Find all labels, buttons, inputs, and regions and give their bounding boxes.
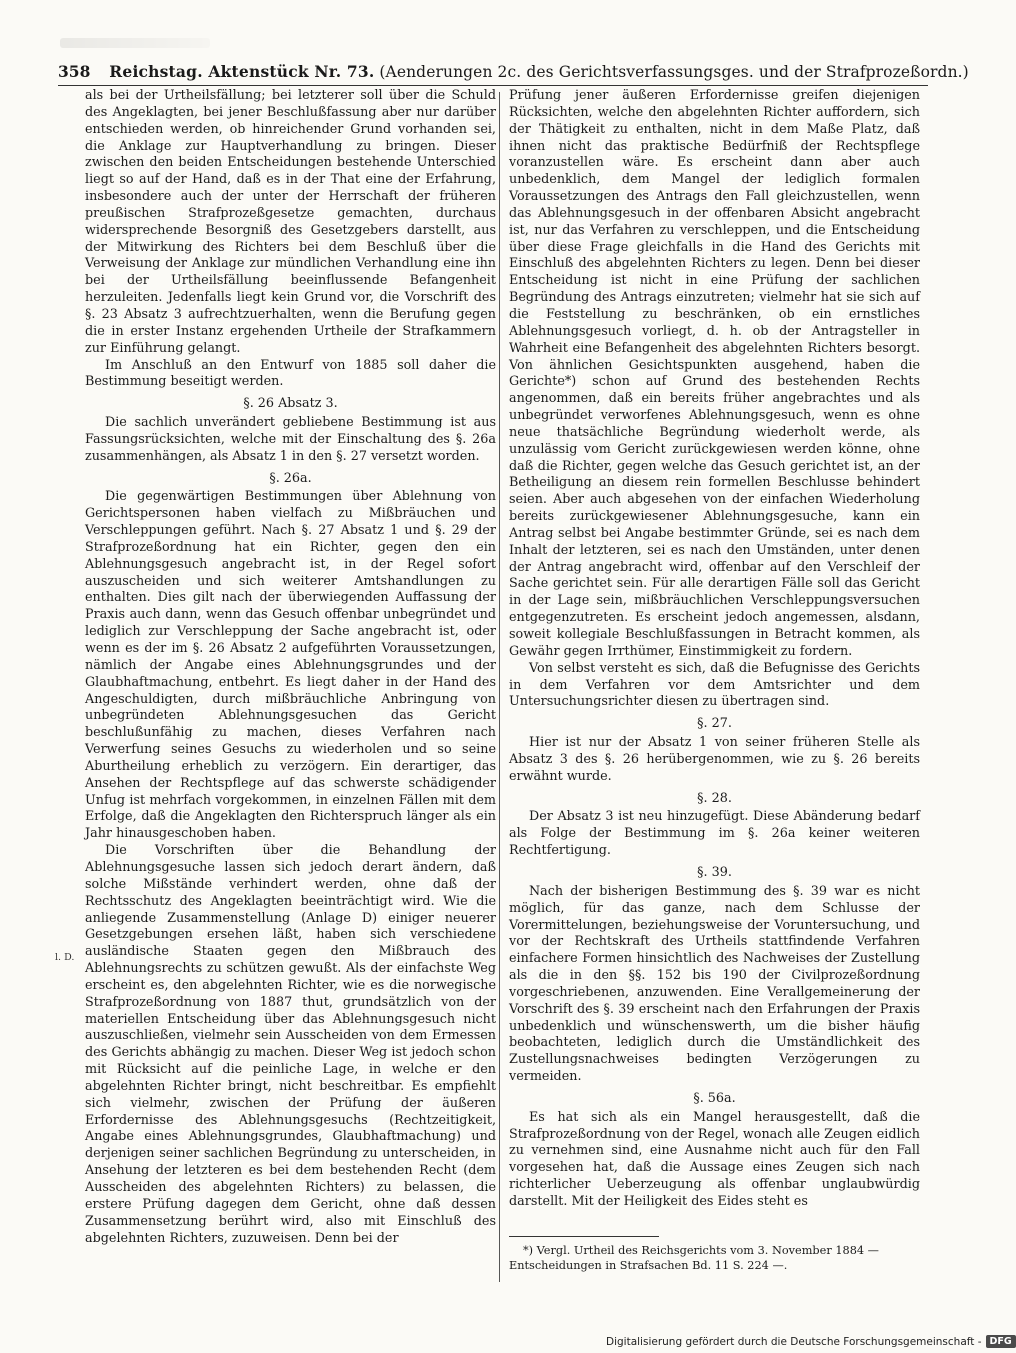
footnote <box>509 1243 920 1273</box>
scan-artifact <box>60 38 210 48</box>
section-heading: §. 26 Absatz 3. <box>243 396 338 412</box>
page-number: 358 <box>58 62 91 81</box>
section-heading: §. 26a. <box>269 470 312 486</box>
section-heading: §. 56a. <box>693 1090 736 1106</box>
header-subtitle: (Aenderungen 2c. des Gerichtsverfassungsges. und der Strafprozeßordn.) <box>379 63 969 81</box>
left-column <box>85 88 496 1247</box>
header-rule <box>58 85 928 86</box>
paragraph: Die sachlich unverändert gebliebene Bestimmung ist aus Fassungsrücksichten, welche mit der Einschaltung des §. 26a zusammenhängen, als Absatz 1 in den §. 27 versetzt worden. <box>85 415 496 464</box>
column-divider <box>499 92 500 1282</box>
page-header <box>58 62 969 82</box>
digitization-credit <box>606 1335 1016 1348</box>
paragraph: Die Vorschriften über die Behandlung der Ablehnungsgesuche lassen sich jedoch derart ändern, daß solche Mißstände verhindert werden, ohne daß der Rechtsschutz des Angeklagten beeinträchtigt wird. Wie die anliegende Zusammenstellung (Anlage D) einiger neuerer Gesetzgebungen ersehen läßt, haben sich verschiedene ausländische Staaten gegen den Mißbrauch des Ablehnungsrechts zu schützen gewußt. Als der einfachste Weg erscheint es, den abgelehnten Richter, wie es die norwegische Strafprozeßordnung von 1887 thut, grundsätzlich von der materiellen Entscheidung über das Ablehnungsgesuch nicht auszuschließen, vielmehr sein Ausscheiden von dem Ermessen des Gerichts abhängig zu machen. Dieser Weg ist jedoch schon mit Rücksicht auf die peinliche Lage, in welche er den abgelehnten Richter bringt, nicht beschreitbar. Es empfiehlt sich vielmehr, zwischen der Prüfung der äußeren Erfordernisse des Ablehnungsgesuchs (Rechtzeitigkeit, Angabe eines Ablehnungsgrundes, Glaubhaftmachung) und derjenigen seiner sachlichen Begründung zu unterscheiden, in Ansehung der letzteren es bei dem bestehenden Recht (dem Ausscheiden des abgelehnten Richters) zu belassen, die erstere Prüfung dagegen dem Gericht, ohne daß dessen Zusammensetzung berührt wird, also mit Einschluß des abgelehnten Richters, zuzuweisen. Denn bei der <box>85 843 496 1246</box>
right-column <box>509 88 920 1211</box>
paragraph: Die gegenwärtigen Bestimmungen über Ablehnung von Gerichtspersonen haben vielfach zu Mißbräuchen und Verschleppungen geführt. Nach §. 27 Absatz 1 und §. 29 der Strafprozeßordnung hat ein Richter, gegen den ein Ablehnungsgesuch angebracht ist, in der Regel sofort auszuscheiden und sich weiterer Amtshandlungen zu enthalten. Dies gilt nach der überwiegenden Auffassung der Praxis auch dann, wenn das Gesuch offenbar unbegründet und lediglich zur Verschleppung der Sache angebracht ist, oder wenn es der im §. 26 Absatz 2 aufgeführten Voraussetzungen, nämlich der Angabe eines Ablehnungsgrundes und der Glaubhaftmachung, entbehrt. Es liegt daher in der Hand des Angeschuldigten, durch mißbräuchliche Anbringung von unbegründeten Ablehnungsgesuchen das Gericht beschlußunfähig zu machen, dieses Verfahren nach Verwerfung seines Gesuchs zu wiederholen und so seine Aburtheilung erheblich zu verzögern. Ein derartiger, das Ansehen der Rechtspflege auf das schwerste schädigender Unfug ist mehrfach vorgekommen, in einzelnen Fällen mit dem Erfolge, daß die Angeklagten den Richterspruch länger als ein Jahr hinausgeschoben haben. <box>85 489 496 842</box>
paragraph: Es hat sich als ein Mangel herausgestellt, daß die Strafprozeßordnung von der Regel, wonach alle Zeugen eidlich zu vernehmen sind, eine Ausnahme nicht auch für den Fall vorgesehen hat, daß die Aussage eines Zeugen sich nach richterlicher Ueberzeugung als offenbar unglaubwürdig darstellt. Mit der Heiligkeit des Eides steht es <box>509 1109 920 1209</box>
header-title: Reichstag. Aktenstück Nr. 73. <box>109 62 375 81</box>
paragraph: Prüfung jener äußeren Erfordernisse greifen diejenigen Rücksichten, welche den abgelehnten Richter auffordern, sich der Thätigkeit zu enthalten, nicht in dem Maße Platz, daß ihnen nicht das praktische Bedürfniß der Rechtspflege voranzustellen wäre. Es erscheint dann aber auch unbedenklich, dem Mangel der lediglich formalen Voraussetzungen des Antrags den Fall gleichzustellen, wenn das Ablehnungsgesuch in der offenbaren Absicht angebracht ist, nur das Verfahren zu verschleppen, und die Entscheidung über diese Frage gleichfalls in die Hand des Gerichts mit Einschluß des abgelehnten Richters zu legen. Denn bei dieser Entscheidung ist nicht in eine Prüfung der sachlichen Begründung des Antrags einzutreten; vielmehr hat sie sich auf die Feststellung zu beschränken, ob ein ernstliches Ablehnungsgesuch vorliegt, d. h. ob der Antragsteller in Wahrheit eine Befangenheit des abgelehnten Richters besorgt. Von ähnlichen Gesichtspunkten ausgehend, haben die Gerichte*) schon auf Grund des bestehenden Rechts angenommen, daß ein bereits früher angebrachtes und als unbegründet verworfenes Ablehnungsgesuch, wenn es ohne neue thatsächliche Begründung wiederholt werde, als unzulässig vom Gericht zurückgewiesen werden könne, ohne daß die Richter, gegen welche das Gesuch gerichtet ist, an der Betheiligung an diesem rein formellen Beschlusse behindert seien. Aber auch abgesehen von der einfachen Wiederholung bereits zurückgewiesener Ablehnungsgesuche, kann ein Antrag selbst bei Angabe bestimmter Gründe, sei es nach dem Inhalt der letzteren, sei es nach den Umständen, unter denen der Antrag angebracht wird, offenbar auf den Verschleif der Sache gerichtet sein. Für alle derartigen Fälle soll das Gericht in der Lage sein, mißbräuchlichen Verschleppungsversuchen entgegenzutreten. Es erscheint jedoch angemessen, alsdann, soweit kollegiale Beschlußfassungen in Betracht kommen, als Gewähr gegen Irrthümer, Einstimmigkeit zu fordern. <box>509 88 920 659</box>
section-heading: §. 27. <box>697 716 732 732</box>
credit-text: Digitalisierung gefördert durch die Deutsche Forschungsgemeinschaft - <box>606 1335 982 1348</box>
section-heading: §. 28. <box>697 790 732 806</box>
dfg-logo-icon: DFG <box>986 1335 1016 1348</box>
paragraph: Der Absatz 3 ist neu hinzugefügt. Diese Abänderung bedarf als Folge der Bestimmung im §. 26a keiner weiteren Rechtfertigung. <box>509 809 920 859</box>
margin-note: l. D. <box>55 952 75 963</box>
paragraph: Hier ist nur der Absatz 1 von seiner früheren Stelle als Absatz 3 des §. 26 herübergenommen, wie zu §. 26 bereits erwähnt wurde. <box>509 735 920 784</box>
paragraph: als bei der Urtheilsfällung; bei letzterer soll über die Schuld des Angeklagten, bei jener Beschlußfassung aber nur darüber entschieden werden, ob hinreichender Grund vorhanden sei, die Anklage zur Hauptverhandlung zu bringen. Dieser zwischen den beiden Entscheidungen bestehende Unterschied liegt so auf der Hand, daß es in der That eine der Erfahrung, insbesondere auch der unter der Herrschaft der früheren preußischen Strafprozeßgesetze gemachten, durchaus widersprechende Besorgniß des Gesetzgebers darstellt, aus der Mitwirkung des Richters bei dem Beschluß über die Verweisung der Anklage zur mündlichen Verhandlung eine ihn bei der Urtheilsfällung beeinflussende Befangenheit herzuleiten. Jedenfalls liegt kein Grund vor, die Vorschrift des §. 23 Absatz 3 aufrechtzuerhalten, wenn die Berufung gegen die in erster Instanz ergehenden Urtheile der Strafkammern zur Einführung gelangt. <box>85 88 496 356</box>
paragraph: Im Anschluß an den Entwurf von 1885 soll daher die Bestimmung beseitigt werden. <box>85 357 496 390</box>
paragraph: Nach der bisherigen Bestimmung des §. 39 war es nicht möglich, für das ganze, nach dem Schlusse der Vorermittelungen, beziehungsweise der Voruntersuchung, und vor der Rechtskraft des Urtheils stattfindende Verfahren einfachere Formen hinsichtlich des Nachweises der Zustellung als die in den §§. 152 bis 190 der Civilprozeßordnung vorgeschriebenen, anzuwenden. Eine Verallgemeinerung der Vorschrift des §. 39 erscheint nach den Erfahrungen der Praxis unbedenklich und wünschenswerth, um die bisher häufig beobachteten, lediglich durch die Umständlichkeit des Zustellungsnachweises bedingten Verzögerungen zu vermeiden. <box>509 883 920 1085</box>
footnote-rule <box>509 1236 659 1237</box>
footnote-text: *) Vergl. Urtheil des Reichsgerichts vom 3. November 1884 — Entscheidungen in Strafsachen Bd. 11 S. 224 —. <box>509 1244 879 1272</box>
section-heading: §. 39. <box>697 864 732 880</box>
paragraph: Von selbst versteht es sich, daß die Befugnisse des Gerichts in dem Verfahren vor dem Amtsrichter und dem Untersuchungsrichter diesen zu übertragen sind. <box>509 660 920 710</box>
